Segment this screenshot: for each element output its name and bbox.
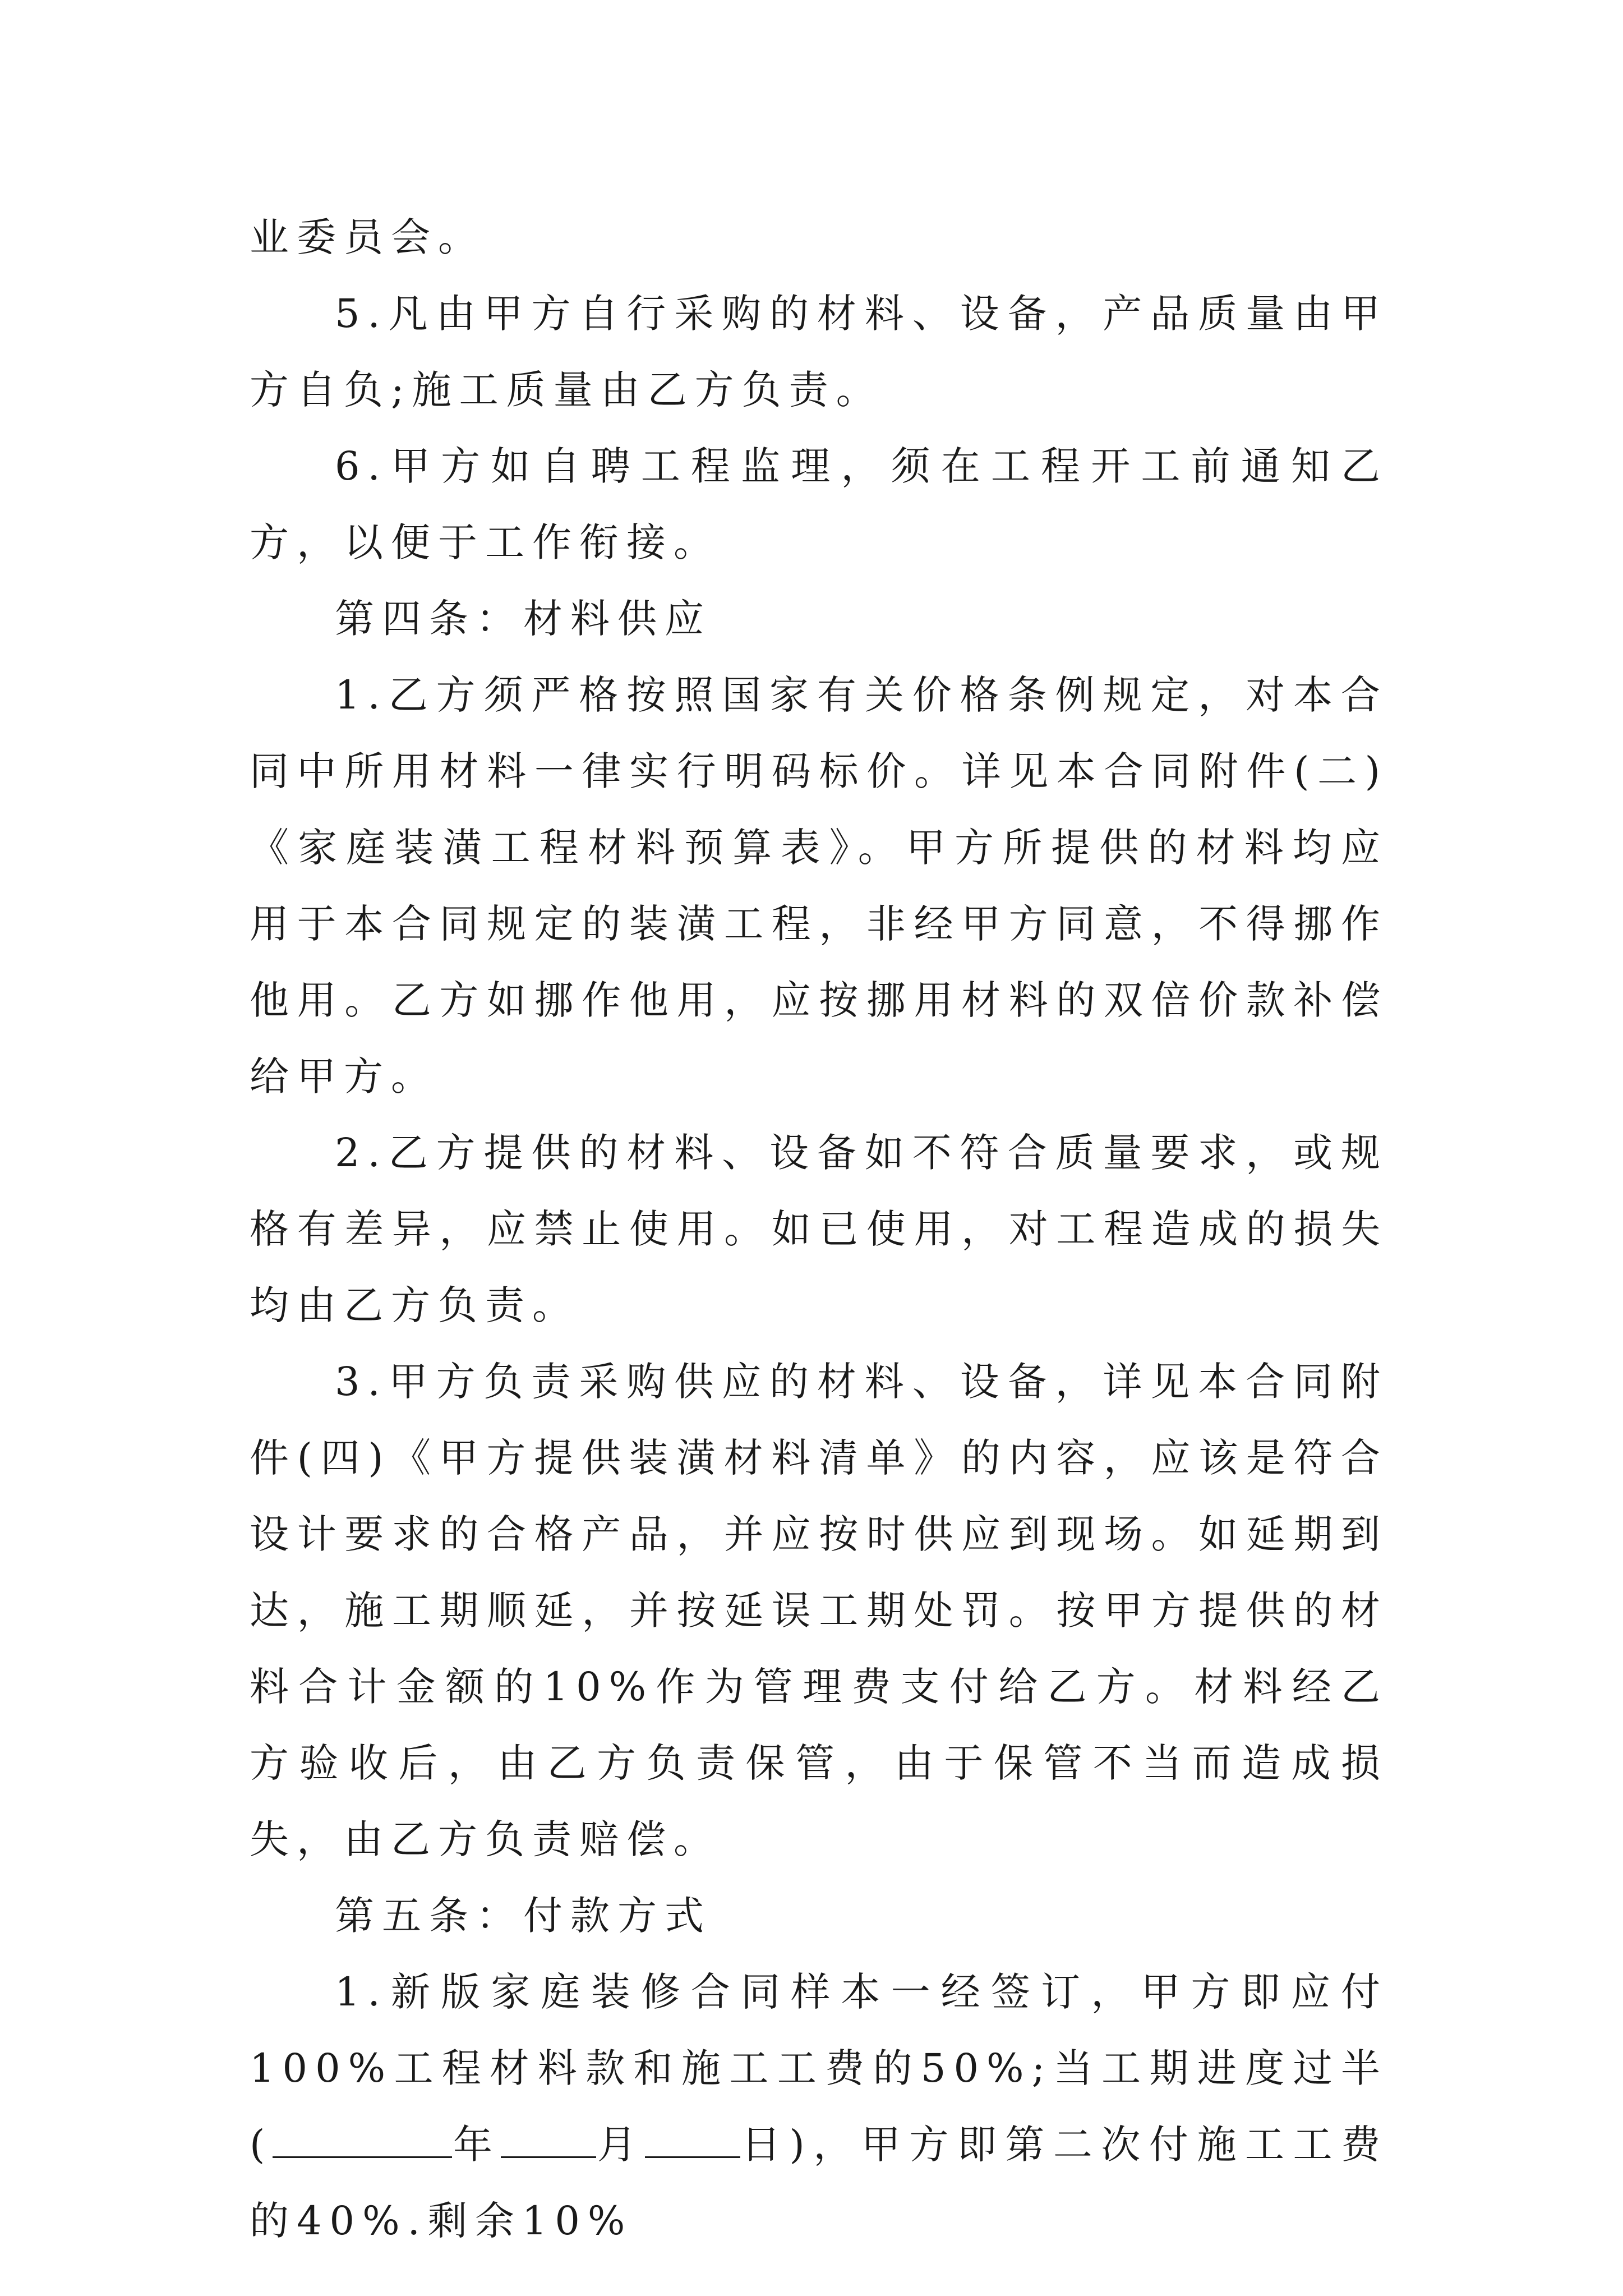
year-label: 年 — [452, 2122, 501, 2168]
clause-4-item-3: 3.甲方负责采购供应的材料、设备，详见本合同附件(四)《甲方提供装潢材料清单》的内容，应该是符合设计要求的合格产品，并应按时供应到现场。如延期到达，施工期顺延，并按延误工期处罚。按甲方提供的材料合计金额的10%作为管理费支付给乙方。材料经乙方验收后，由乙方负责保管，由于保管不当而造成损失，由乙方负责赔偿。 — [250, 1359, 1388, 1862]
payment-text-a: 1.新版家庭装修合同样本一经签订，甲方即应付100%工程材料款和施工工费的50%;当工期进度过半( — [250, 1969, 1388, 2168]
month-label: 月 — [596, 2122, 645, 2168]
clause-3-item-6: 6.甲方如自聘工程监理，须在工程开工前通知乙方，以便于工作衔接。 — [250, 443, 1388, 565]
contract-body — [250, 199, 1388, 2259]
year-blank — [273, 2123, 452, 2158]
day-blank — [645, 2123, 740, 2158]
clause-4-heading: 第四条：材料供应 — [335, 596, 712, 642]
clause-3-item-5: 5.凡由甲方自行采购的材料、设备，产品质量由甲方自负;施工质量由乙方负责。 — [250, 291, 1388, 413]
paragraph-continuation: 业委员会。 — [250, 214, 485, 260]
clause-5-heading: 第五条：付款方式 — [335, 1893, 712, 1939]
clause-5-item-1 — [250, 1954, 1388, 2259]
payment-text-d: 日)，甲方即第二次付施工工费的40%.剩余10% — [250, 2122, 1389, 2244]
month-blank — [501, 2123, 596, 2158]
clause-4-item-2: 2.乙方提供的材料、设备如不符合质量要求，或规格有差异，应禁止使用。如已使用，对工程造成的损失均由乙方负责。 — [250, 1130, 1388, 1328]
clause-4-item-1: 1.乙方须严格按照国家有关价格条例规定，对本合同中所用材料一律实行明码标价。详见本合同附件(二)《家庭装潢工程材料预算表》。甲方所提供的材料均应用于本合同规定的装潢工程，非经甲方同意，不得挪作他用。乙方如挪作他用，应按挪用材料的双倍价款补偿给甲方。 — [250, 672, 1388, 1099]
